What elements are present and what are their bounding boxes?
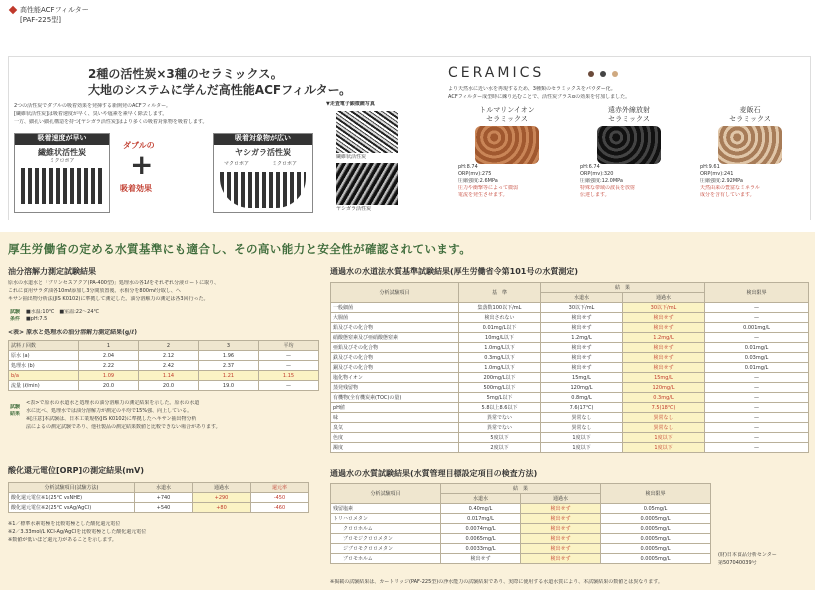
orp-table-header: 分析試験項目(試験方法) 水道水 通過水 還元率 bbox=[9, 483, 309, 493]
carbon2-name: ヤシガラ活性炭 bbox=[235, 148, 291, 157]
product-model: [PAF-225型] bbox=[20, 16, 61, 24]
ceramic-item-1 bbox=[448, 106, 566, 216]
table-row: 残留塩素 0.40mg/L 検出せず 0.05mg/L bbox=[331, 504, 711, 514]
arrow-icon bbox=[9, 6, 17, 14]
ceramic2-name: 遠赤外線放射 bbox=[608, 106, 650, 114]
top-panel bbox=[8, 0, 811, 220]
cond-label-2: 条件 bbox=[10, 316, 21, 322]
ceramic2-desc-1: 特殊な帯域の波長を放射 bbox=[580, 185, 636, 191]
ceramic2-strength: 圧縮強度:12.0MPa bbox=[580, 178, 623, 184]
wq2-title: 通過水の水質試験結果(水質管理目標設定項目の検査方法) bbox=[330, 469, 538, 478]
table-row: 亜鉛及びその化合物 1.0mg/L以下 検出せず 検出せず 0.01mg/L bbox=[331, 343, 809, 353]
table-row: 硝酸態窒素及び亜硝酸態窒素 10mg/L以下 1.2mg/L 1.2mg/L — bbox=[331, 333, 809, 343]
orp-title: 酸化還元電位[ORP]の測定結果(mV) bbox=[8, 466, 144, 475]
carbon1-pore: ミクロポア bbox=[49, 158, 75, 164]
table-row: 臭気 異常でない 異常なし 異常なし — bbox=[331, 423, 809, 433]
product-name: 高性能ACFフィルター bbox=[20, 6, 89, 14]
wq-table bbox=[330, 282, 809, 453]
ceramic3-desc-1: 天然由来の豊富なミネラル bbox=[700, 185, 760, 191]
double-label: ダブルの bbox=[123, 141, 155, 150]
carbon-card-2 bbox=[213, 133, 313, 213]
ceramic3-ph: pH:9.61 bbox=[700, 164, 720, 170]
wq2-table-header: 分析試験項目 結 果 検出限界 bbox=[331, 484, 711, 494]
carbon2-badge: 吸着対象物が広い bbox=[214, 134, 312, 145]
table-row: 濁度 2度以下 1度以下 1度以下 — bbox=[331, 443, 809, 453]
table-row: 銅及びその化合物 1.0mg/L以下 検出せず 検出せず 0.01mg/L bbox=[331, 363, 809, 373]
plus-sign: + bbox=[130, 148, 154, 181]
result-label-1: 試験 bbox=[10, 404, 21, 410]
ceramic-item-3 bbox=[692, 106, 808, 216]
lab-number: 第507040039号 bbox=[718, 560, 757, 566]
wq-title: 通過水の水道法水質基準試験結果(厚生労働省令第101号の水質測定) bbox=[330, 267, 579, 276]
orp-note-1: ※1／標準水素電極を比較電極とした酸化還元電位 bbox=[8, 521, 121, 527]
coconut-photo bbox=[336, 163, 398, 205]
ceramics-intro-1: より天然水に近い水を再現するため、3種類のセラミックスをパウダー化。 bbox=[448, 86, 616, 92]
table-row: 大腸菌 検出されない 検出せず 検出せず — bbox=[331, 313, 809, 323]
table-row: 鉛及びその化合物 0.01mg/L以下 検出せず 検出せず 0.001mg/L bbox=[331, 323, 809, 333]
oil-desc-1: 原水の水道水と「プリンセスアクア(PA-400型)」処理水の各1ℓをそれぞれ分液ロートに取り、 bbox=[8, 280, 220, 286]
photo2-caption: ヤシガラ活性炭 bbox=[336, 206, 371, 212]
table-row: 塩化物イオン 200mg/L以下 15mg/L 15mg/L — bbox=[331, 373, 809, 383]
fiber-diagram bbox=[21, 168, 103, 204]
table-row: 色度 5度以下 1度以下 1度以下 — bbox=[331, 433, 809, 443]
dot-brown bbox=[588, 71, 594, 77]
banner-title: 厚生労働省の定める水質基準にも適合し、その高い能力と安全性が確認されています。 bbox=[8, 242, 472, 256]
dot-tan bbox=[612, 71, 618, 77]
ceramic1-image bbox=[475, 126, 539, 164]
ceramic-item-2 bbox=[570, 106, 688, 216]
table-row: 一般細菌 集落数100以下/mL 30以下/mL 30以下/mL — bbox=[331, 303, 809, 313]
table-row: 原水 (a) 2.04 2.12 1.96 — bbox=[9, 351, 319, 361]
ceramic2-orp: ORP(mv):320 bbox=[580, 171, 614, 177]
ceramic2-subname: セラミックス bbox=[608, 115, 650, 123]
wq2-table bbox=[330, 483, 711, 564]
table-row: ブロモホルム 検出せず 検出せず 0.0005mg/L bbox=[331, 554, 711, 564]
ceramic3-orp: ORP(mv):241 bbox=[700, 171, 734, 177]
table-row: ブロモジクロロメタン 0.0065mg/L 検出せず 0.0005mg/L bbox=[331, 534, 711, 544]
ceramic3-strength: 圧縮強度:2.92MPa bbox=[700, 178, 743, 184]
table-row: 鉄及びその化合物 0.3mg/L以下 検出せず 検出せず 0.03mg/L bbox=[331, 353, 809, 363]
carbon-card-1 bbox=[14, 133, 110, 213]
ceramic1-desc-2: 電流を発生させます。 bbox=[458, 192, 508, 198]
ceramic1-name: トルマリンイオン bbox=[479, 106, 535, 114]
table-row: 有機物(全有機炭素(TOC)の量) 5mg/L以下 0.8mg/L 0.3mg/L — bbox=[331, 393, 809, 403]
oil-table-title: <表> 原水と処理水の油分溶解力測定結果(g/ℓ) bbox=[8, 329, 137, 336]
lab-name: (財)日本食品分析センター bbox=[718, 552, 777, 558]
oil-result-4: 法によるの測定試験であり、他社製品の測定結果数値と比較できない場合があります。 bbox=[26, 424, 221, 430]
ceramic1-strength: 圧縮強度:2.6MPa bbox=[458, 178, 498, 184]
headline-2: 大地のシステムに学んだ高性能ACFフィルター。 bbox=[88, 83, 352, 97]
carbon2-pore-macro: マクロポア bbox=[224, 161, 250, 167]
oil-result-3: ※[注意]本試験は、日本工業規格(JIS K0102)に準拠したヘキサン抽出物分析 bbox=[26, 416, 197, 422]
table-row: クロロホルム 0.0074mg/L 検出せず 0.0005mg/L bbox=[331, 524, 711, 534]
carbon1-badge: 吸着速度が早い bbox=[15, 134, 109, 145]
carbon2-pore-micro: ミクロポア bbox=[272, 161, 298, 167]
effect-label: 吸着効果 bbox=[120, 184, 152, 193]
dot-dark bbox=[600, 71, 606, 77]
table-row: 流量 (ℓ/min) 20.0 20.0 19.0 — bbox=[9, 381, 319, 391]
table-row: トリハロメタン 0.017mg/L 検出せず 0.0005mg/L bbox=[331, 514, 711, 524]
oil-desc-2: これに食用サラダ油各10mℓ添加し3分間放置後、水相分を800mℓ分取し、へ bbox=[8, 288, 181, 294]
wq-table-header: 分析試験項目 基 準 結 果 検出限界 bbox=[331, 283, 809, 293]
photo1-caption: 繊維状活性炭 bbox=[336, 154, 367, 160]
ceramic3-image bbox=[718, 126, 782, 164]
cond-line-2: ■pH:7.5 bbox=[26, 316, 48, 322]
oil-title: 油分溶解力測定試験結果 bbox=[8, 267, 96, 276]
orp-note-2: ※2／3.33mol/L KCl-Ag/AgClを比較電極とした酸化還元電位 bbox=[8, 529, 147, 535]
ceramic1-ph: pH:8.74 bbox=[458, 164, 478, 170]
footnote: ※掲載の試験結果は、カートリッジ(PAF-225型)の浄水能力の試験結果であり、実際に使用する水道水質により、本試験結果の数値とは異なります。 bbox=[330, 579, 663, 585]
oil-col-sample: 試料 / 回数 bbox=[9, 341, 79, 351]
orp-table bbox=[8, 482, 309, 513]
table-row: 酸化還元電位※2(25℃ vsAg/AgCl) +540 +80 -460 bbox=[9, 503, 309, 513]
ceramic3-name: 麦飯石 bbox=[739, 106, 761, 114]
ceramic2-ph: pH:6.74 bbox=[580, 164, 600, 170]
fiber-photo bbox=[336, 111, 398, 153]
oil-col-2: 2 bbox=[139, 341, 199, 351]
wq2-table-subheader: 水道水 通過水 bbox=[331, 494, 711, 504]
ceramics-title: CERAMICS bbox=[448, 65, 545, 81]
ceramic1-subname: セラミックス bbox=[486, 115, 528, 123]
ceramic1-desc-1: 圧力や衝撃等によって微弱 bbox=[458, 185, 519, 191]
oil-col-avg: 平均 bbox=[259, 341, 319, 351]
oil-table-header bbox=[9, 341, 319, 351]
table-row: b/a 1.09 1.14 1.21 1.15 bbox=[9, 371, 319, 381]
orp-note-3: ※数値が低いほど還元力があることを示します。 bbox=[8, 537, 117, 543]
results-panel bbox=[0, 232, 815, 590]
table-row: 酸化還元電位※1(25℃ vsNHE) +740 +290 -450 bbox=[9, 493, 309, 503]
ceramic2-desc-2: 伝達します。 bbox=[580, 192, 610, 198]
oil-col-3: 3 bbox=[199, 341, 259, 351]
intro-line-1: 2つの活性炭でダブルの吸着効果を発揮する新開発のACFフィルター。 bbox=[14, 103, 171, 109]
table-row: 味 異常でない 異常なし 異常なし — bbox=[331, 413, 809, 423]
oil-table bbox=[8, 340, 319, 391]
ceramic1-orp: ORP(mv):275 bbox=[458, 171, 492, 177]
cond-label-1: 試験 bbox=[10, 309, 21, 315]
ceramic3-desc-2: 成分を含有しています。 bbox=[700, 192, 755, 198]
intro-line-2: [繊維状活性炭]は吸着速度が早く、臭いや塩素を素早く除去します。 bbox=[14, 111, 168, 117]
cond-line-1: ■水温:10℃ ■室温:22～24℃ bbox=[26, 309, 100, 315]
table-row: pH値 5.8以上8.6以下 7.6(17℃) 7.5(18℃) — bbox=[331, 403, 809, 413]
oil-result-1: <表>で原水の水道水と処理水の油分溶解力の測定結果を示した。原水の水道 bbox=[26, 400, 200, 406]
ceramic2-image bbox=[597, 126, 661, 164]
carbon1-name: 繊維状活性炭 bbox=[38, 148, 86, 157]
result-label-2: 結果 bbox=[10, 411, 21, 417]
ceramic3-subname: セラミックス bbox=[729, 115, 771, 123]
wq-table-subheader: 水道水 通過水 bbox=[331, 293, 809, 303]
coconut-diagram bbox=[220, 172, 306, 208]
oil-desc-3: キサン抽出物分析法(JIS K0102)に準拠して測定した。油分溶解力の測定は各3回行った。 bbox=[8, 296, 209, 302]
table-row: ジブロモクロロメタン 0.0033mg/L 検出せず 0.0005mg/L bbox=[331, 544, 711, 554]
table-row: 蒸発残留物 500mg/L以下 120mg/L 120mg/L — bbox=[331, 383, 809, 393]
table-row: 処理水 (b) 2.22 2.42 2.37 — bbox=[9, 361, 319, 371]
photo-title: ▼走査電子顕微鏡写真 bbox=[326, 101, 375, 107]
headline-1: 2種の活性炭×3種のセラミックス。 bbox=[88, 67, 283, 81]
oil-result-2: 水に比べ、処理水では油分溶解力が測定の平均で15%強、向上している。 bbox=[26, 408, 193, 414]
ceramics-intro-2: ACFフィルター成型時に練り込むことで、活性炭プラスαの効果を付加しました。 bbox=[448, 94, 631, 100]
oil-col-1: 1 bbox=[79, 341, 139, 351]
intro-line-3: 一方、細孔い細孔構造を持つ[ヤシガラ活性炭]はより多くの吸着対象物を吸着します。 bbox=[14, 119, 208, 125]
